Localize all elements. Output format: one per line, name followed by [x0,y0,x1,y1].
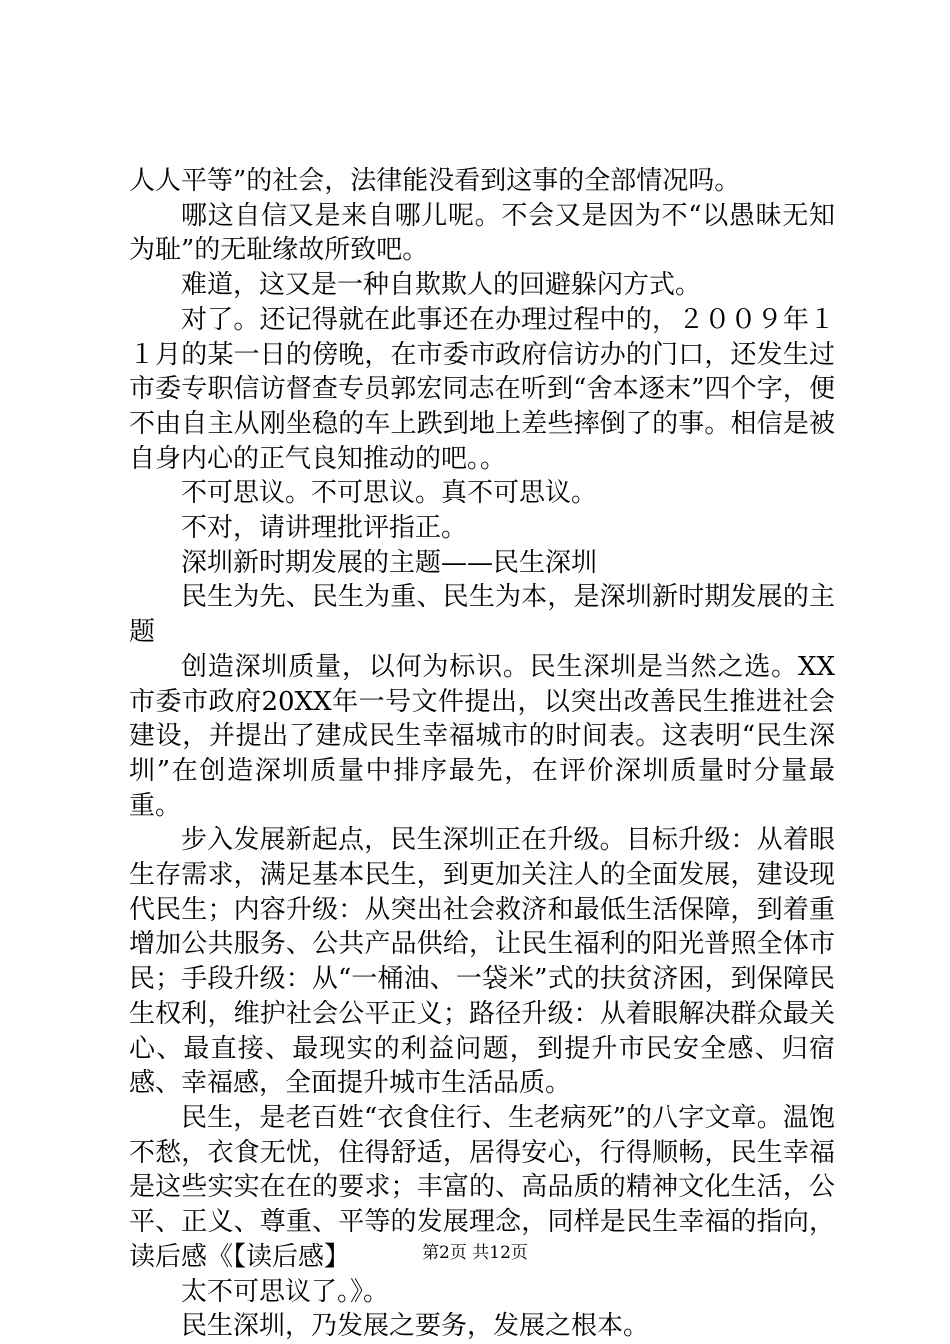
paragraph-6: 不对，请讲理批评指正。 [181,513,468,544]
page-footer [0,1242,950,1264]
section-heading: 深圳新时期发展的主题——民生深圳 [181,547,598,578]
document-body [129,164,835,1344]
paragraph-8: 民生为先、民生为重、民生为本，是深圳新时期发展的主题 [129,582,835,648]
paragraph-9: 创造深圳质量，以何为标识。民生深圳是当然之选。XX市委市政府20XX年一号文件提出，以突出改善民生推进社会建设，并提出了建成民生幸福城市的时间表。这表明“民生深圳”在创造深圳质量中排序最先，在评价深圳质量时分量最重。 [129,651,835,821]
paragraph-10: 步入发展新起点，民生深圳正在升级。目标升级：从着眼生存需求，满足基本民生，到更加关注人的全面发展，建设现代民生；内容升级：从突出社会救济和最低生活保障，到着重增加公共服务、公共产品供给，让民生福利的阳光普照全体市民；手段升级：从“一桶油、一袋米”式的扶贫济困，到保障民生权利，维护社会公平正义；路径升级：从着眼解决群众最关心、最直接、最现实的利益问题，到提升市民安全感、归宿感、幸福感，全面提升城市生活品质。 [129,825,835,1099]
paragraph-3: 难道，这又是一种自欺欺人的回避躲闪方式。 [181,270,702,301]
page-number-label: 第2页 共12页 [422,1243,528,1263]
paragraph-11: 民生，是老百姓“衣食住行、生老病死”的八字文章。温饱不愁，衣食无忧，住得舒适，居得安心，行得顺畅，民生幸福是这些实实在在的要求；丰富的、高品质的精神文化生活，公平、正义、尊重、平等的发展理念，同样是民生幸福的指向，读后感《【读后感】 [129,1102,835,1272]
paragraph-4: 对了。还记得就在此事还在办理过程中的，２００９年１１月的某一日的傍晚，在市委市政府信访办的门口，还发生过市委专职信访督查专员郭宏同志在听到“舍本逐末”四个字，便不由自主从刚坐稳的车上跌到地上差些摔倒了的事。相信是被自身内心的正气良知推动的吧。。 [129,304,835,474]
paragraph-5: 不可思议。不可思议。真不可思议。 [181,478,598,509]
paragraph-1: 人人平等”的社会，法律能没看到这事的全部情况吗。 [129,166,741,196]
paragraph-12: 太不可思议了。》。 [181,1276,390,1307]
paragraph-2: 哪这自信又是来自哪儿呢。不会又是因为不“以愚昧无知为耻”的无耻缘故所致吧。 [129,200,835,266]
paragraph-13: 民生深圳，乃发展之要务，发展之根本。 [181,1311,650,1342]
